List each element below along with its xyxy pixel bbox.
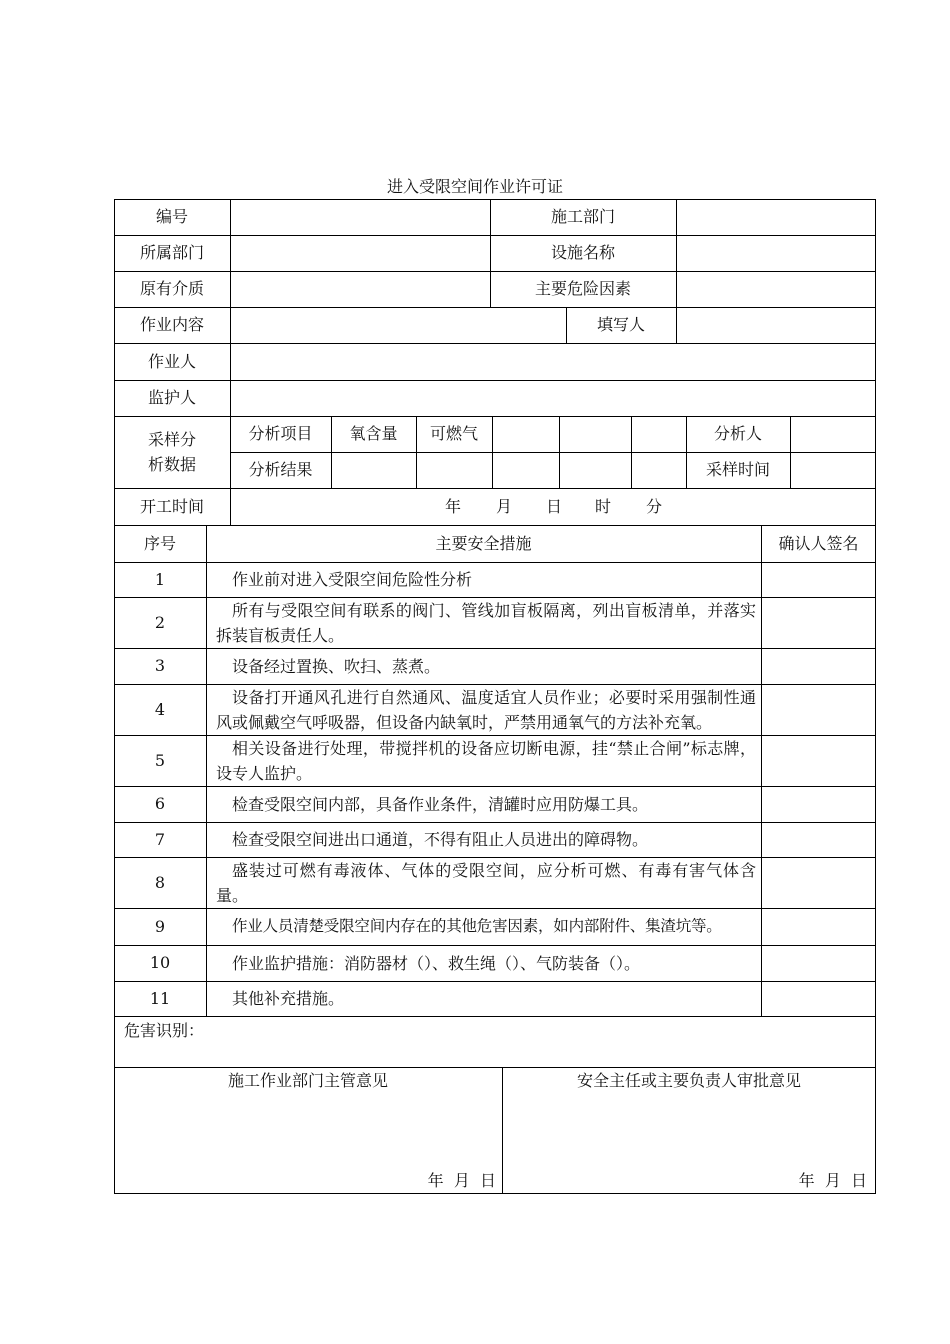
- hazard-label: 主要危险因素: [534, 279, 631, 298]
- worker-label: 作业人: [147, 351, 196, 371]
- measure-number: 10: [149, 953, 171, 972]
- measure-number: 8: [154, 872, 166, 892]
- seq-header: 序号: [143, 533, 176, 553]
- dept-label: 所属部门: [139, 243, 204, 262]
- hazard-identification-label: 危害识别：: [124, 1021, 205, 1040]
- sample-result-field[interactable]: [559, 452, 631, 488]
- start-minute-unit: 分: [646, 496, 663, 516]
- hazard-field[interactable]: [676, 271, 876, 307]
- sampling-time-field[interactable]: [790, 452, 876, 488]
- measure-header: 主要安全措施: [435, 533, 532, 553]
- measure-number: 2: [154, 612, 166, 632]
- measure-number: 7: [154, 829, 166, 849]
- measure-text: 盛装过可燃有毒液体、气体的受限空间，应分析可燃、有毒有害气体含量。: [216, 861, 756, 905]
- facility-field[interactable]: [676, 235, 876, 271]
- measure-text: 所有与受限空间有联系的阀门、管线加盲板隔离，列出盲板清单，并落实拆装盲板责任人。: [216, 601, 756, 645]
- confirm-sign-field[interactable]: [761, 684, 876, 735]
- confirm-sign-field[interactable]: [761, 981, 876, 1016]
- construction-dept-field[interactable]: [676, 199, 876, 235]
- measure-number: 1: [154, 569, 166, 589]
- safety-director-opinion-title: 安全主任或主要负责人审批意见: [576, 1071, 801, 1090]
- confirm-sign-field[interactable]: [761, 822, 876, 857]
- measure-text: 作业前对进入受限空间危险性分析: [232, 570, 473, 589]
- measure-text: 其他补充措施。: [232, 989, 345, 1008]
- confirm-sign-field[interactable]: [761, 786, 876, 822]
- content-label: 作业内容: [139, 315, 204, 334]
- oxygen-result-field[interactable]: [331, 452, 416, 488]
- filler-label: 填写人: [596, 315, 645, 334]
- dept-field[interactable]: [230, 235, 490, 271]
- left-approval-date: 年 月 日: [427, 1171, 496, 1190]
- start-hour-unit: 时: [595, 496, 612, 516]
- dept-supervisor-opinion-field[interactable]: [114, 1095, 502, 1157]
- measure-number: 4: [154, 699, 166, 719]
- start-year-unit: 年: [445, 496, 462, 516]
- confirm-sign-field[interactable]: [761, 908, 876, 945]
- construction-dept-label: 施工部门: [550, 207, 615, 226]
- confirm-sign-field[interactable]: [761, 597, 876, 648]
- form-title: 进入受限空间作业许可证: [386, 177, 563, 196]
- measure-text: 作业监护措施：消防器材（）、救生绳（）、气防装备（）。: [232, 953, 641, 973]
- medium-field[interactable]: [230, 271, 490, 307]
- flammable-label: 可燃气: [429, 424, 478, 443]
- safety-director-opinion-field[interactable]: [502, 1095, 876, 1157]
- measure-text: 检查受限空间进出口通道，不得有阻止人员进出的障碍物。: [232, 830, 649, 849]
- sample-item-field[interactable]: [492, 416, 559, 452]
- measure-text: 相关设备进行处理，带搅拌机的设备应切断电源，挂“禁止合闸”标志牌，设专人监护。: [216, 739, 756, 783]
- row-divider: [114, 1067, 876, 1068]
- analysis-item-label: 分析项目: [248, 424, 313, 443]
- number-label: 编号: [155, 207, 188, 226]
- analysis-result-label: 分析结果: [248, 460, 313, 479]
- measure-number: 3: [154, 656, 166, 675]
- confirm-sign-field[interactable]: [761, 562, 876, 597]
- confirm-sign-field[interactable]: [761, 945, 876, 981]
- sample-item-field[interactable]: [559, 416, 631, 452]
- facility-label: 设施名称: [550, 243, 615, 262]
- measure-text: 检查受限空间内部，具备作业条件，清罐时应用防爆工具。: [232, 794, 649, 814]
- filler-field[interactable]: [676, 307, 876, 343]
- measure-text: 作业人员清楚受限空间内存在的其他危害因素，如内部附件、集渣坑等。: [232, 917, 722, 935]
- guardian-label: 监护人: [147, 388, 196, 407]
- sampling-label-line2: 析数据: [147, 455, 196, 474]
- analyst-field[interactable]: [790, 416, 876, 452]
- oxygen-label: 氧含量: [349, 424, 398, 443]
- worker-field[interactable]: [230, 343, 876, 380]
- guardian-field[interactable]: [230, 380, 876, 416]
- right-approval-date: 年 月 日: [798, 1171, 867, 1190]
- content-field[interactable]: [230, 307, 566, 343]
- sampling-label: [114, 416, 230, 488]
- flammable-result-field[interactable]: [416, 452, 492, 488]
- analyst-label: 分析人: [713, 424, 762, 443]
- start-month-unit: 月: [496, 496, 513, 516]
- measure-number: 9: [154, 916, 166, 936]
- sample-result-field[interactable]: [492, 452, 559, 488]
- dept-supervisor-opinion-title: 施工作业部门主管意见: [227, 1071, 388, 1090]
- start-time-label: 开工时间: [139, 496, 204, 516]
- number-field[interactable]: [230, 199, 490, 235]
- measure-text: 设备打开通风孔进行自然通风、温度适宜人员作业；必要时采用强制性通风或佩戴空气呼吸器，但设备内缺氧时，严禁用通氧气的方法补充氧。: [216, 688, 756, 732]
- confirm-sign-field[interactable]: [761, 857, 876, 908]
- confirm-sign-field[interactable]: [761, 735, 876, 786]
- start-day-unit: 日: [546, 496, 563, 516]
- col-divider: [206, 525, 207, 1016]
- sampling-label-line1: 采样分: [147, 430, 196, 449]
- row-divider: [114, 1016, 876, 1017]
- sample-result-field[interactable]: [631, 452, 686, 488]
- sampling-time-label: 采样时间: [705, 460, 770, 479]
- measure-number: 6: [154, 794, 166, 813]
- measure-number: 11: [149, 988, 171, 1008]
- measure-number: 5: [154, 750, 166, 770]
- medium-label: 原有介质: [139, 279, 204, 298]
- sample-item-field[interactable]: [631, 416, 686, 452]
- measure-text: 设备经过置换、吹扫、蒸煮。: [232, 656, 441, 676]
- confirm-sign-field[interactable]: [761, 648, 876, 684]
- sign-header: 确认人签名: [778, 533, 859, 553]
